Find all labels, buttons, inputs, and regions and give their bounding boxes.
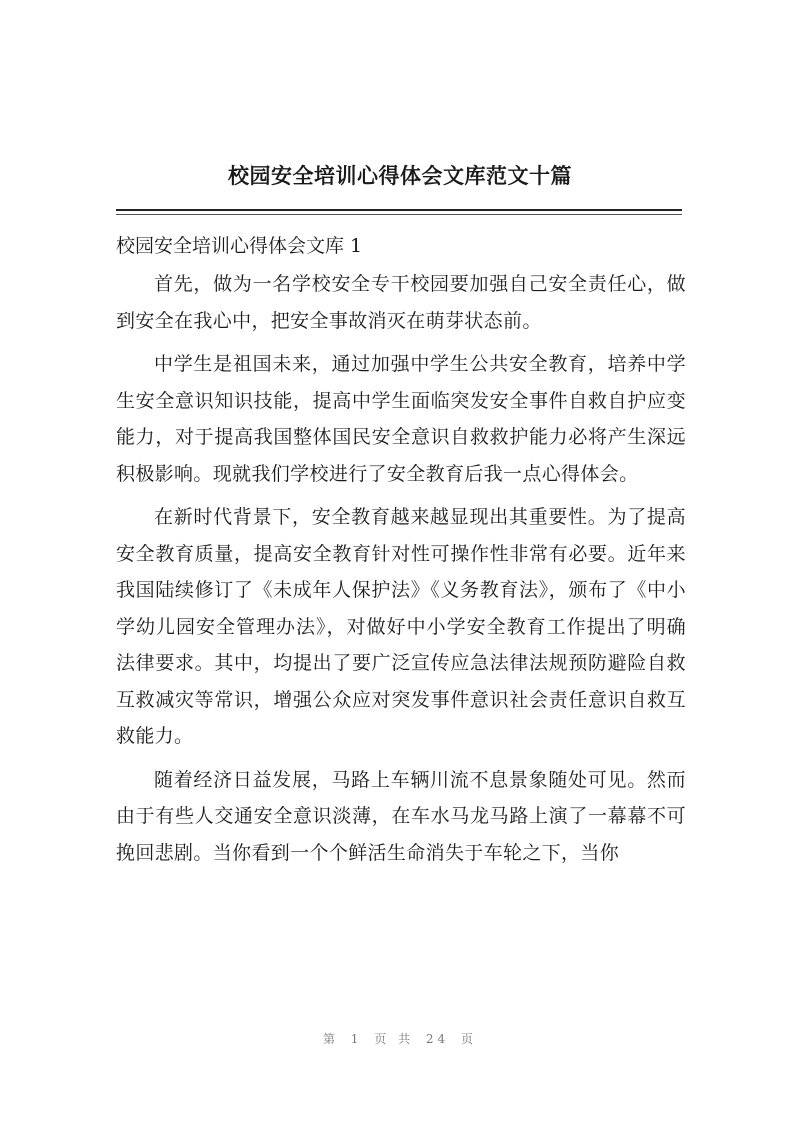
title-divider: [116, 209, 682, 211]
footer-suffix: 页: [461, 1032, 478, 1046]
document-body: [116, 266, 686, 878]
footer-middle: 页 共: [374, 1032, 415, 1046]
footer-prefix: 第: [322, 1032, 339, 1046]
title-divider-thin: [116, 214, 682, 215]
paragraph: 首先，做为一名学校安全专干校园要加强自己安全责任心，做到安全在我心中，把安全事故消灭在萌芽状态前。: [116, 273, 686, 332]
document-title: 校园安全培训心得体会文库范文十篇: [228, 163, 572, 188]
footer-page-number: 1: [350, 1032, 363, 1046]
paragraph: 随着经济日益发展，马路上车辆川流不息景象随处可见。然而由于有些人交通安全意识淡薄，在车水马龙马路上演了一幕幕不可挽回悲剧。当你看到一个个鲜活生命消失于车轮之下，当你: [116, 768, 686, 864]
paragraph: 中学生是祖国未来，通过加强中学生公共安全教育，培养中学生安全意识知识技能，提高中学生面临突发安全事件自救自护应变能力，对于提高我国整体国民安全意识自救救护能力必将产生深远积极影响。现就我们学校进行了安全教育后我一点心得体会。: [116, 353, 686, 485]
footer-total-pages: 24: [425, 1032, 450, 1046]
paragraph: 在新时代背景下，安全教育越来越显现出其重要性。为了提高安全教育质量，提高安全教育针对性可操作性非常有必要。近年来我国陆续修订了《未成年人保护法》《义务教育法》，颁布了《中小学幼儿园安全管理办法》，对做好中小学安全教育工作提出了明确法律要求。其中，均提出了要广泛宣传应急法律法规预防避险自救互救减灾等常识，增强公众应对突发事件意识社会责任意识自救互救能力。: [116, 506, 686, 747]
section-heading: 校园安全培训心得体会文库 1: [116, 235, 363, 257]
page-footer: [0, 1030, 800, 1047]
